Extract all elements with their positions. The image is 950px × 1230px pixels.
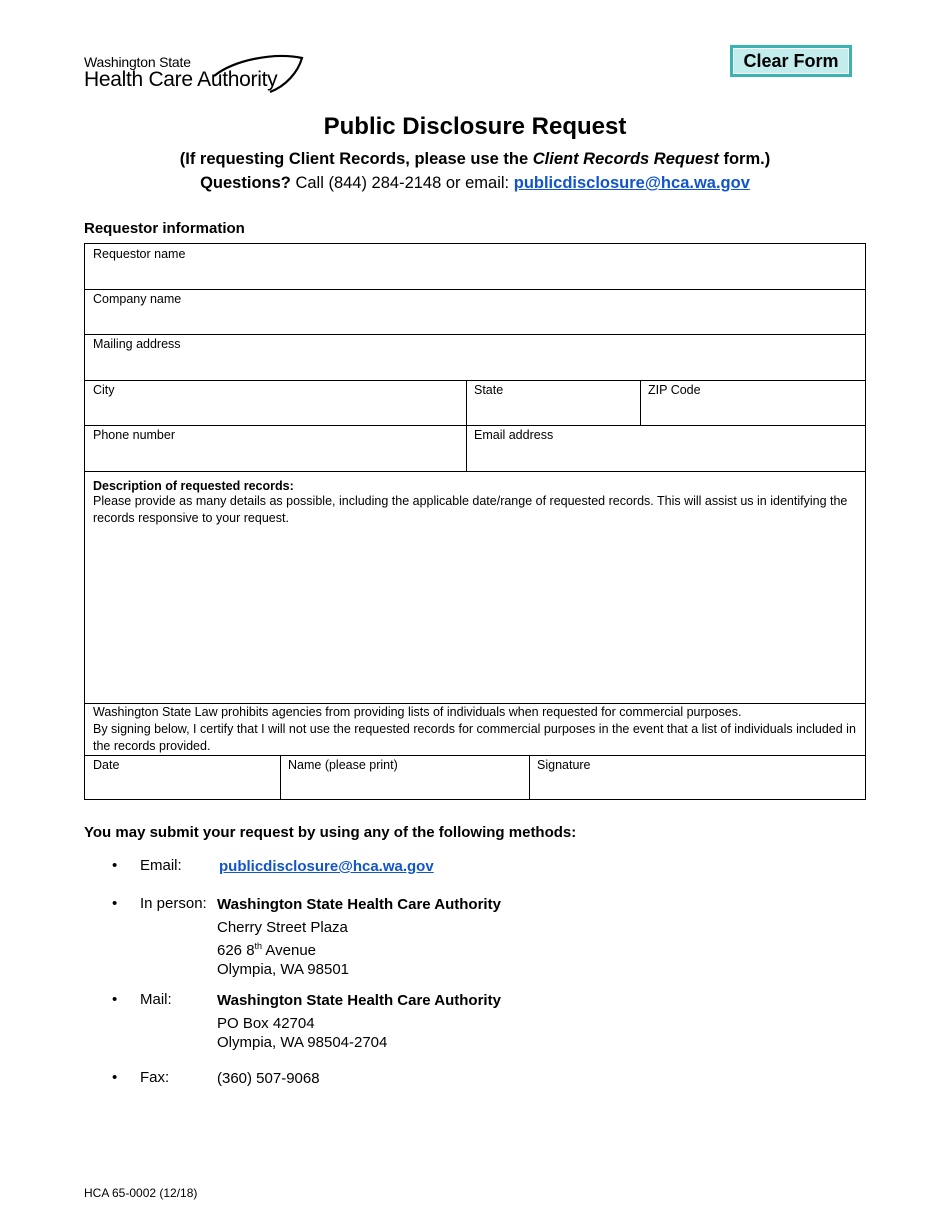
fax-method-label: Fax: xyxy=(140,1069,170,1086)
submit-methods-heading: You may submit your request by using any of the following methods: xyxy=(84,824,577,841)
name-print-field[interactable] xyxy=(280,755,529,800)
logo-swoosh-icon xyxy=(214,52,304,96)
inperson-method-label: In person: xyxy=(140,895,207,912)
page-title: Public Disclosure Request xyxy=(323,113,627,140)
mail-method-label: Mail: xyxy=(140,991,172,1008)
signature-label: Signature xyxy=(537,758,591,772)
email-method-label: Email: xyxy=(140,857,182,874)
logo-line1: Washington State xyxy=(84,54,191,70)
name-print-label: Name (please print) xyxy=(288,758,398,772)
mailing-address-label: Mailing address xyxy=(93,337,181,351)
phone-field[interactable] xyxy=(85,425,466,471)
law-line-1: Washington State Law prohibits agencies from providing lists of individuals when requested for commercial purposes. xyxy=(93,705,742,719)
mail-org: Washington State Health Care Authority xyxy=(217,992,501,1009)
email-field[interactable] xyxy=(466,425,865,471)
city-field[interactable] xyxy=(85,380,466,425)
logo-line3: Authority xyxy=(197,68,278,91)
requestor-name-label: Requestor name xyxy=(93,247,186,261)
commercial-use-statement xyxy=(85,703,865,755)
company-name-field[interactable] xyxy=(85,289,865,334)
inperson-address: Cherry Street Plaza 626 8th Avenue Olympia, WA 98501 xyxy=(217,919,350,978)
questions-email-link[interactable]: publicdisclosure@hca.wa.gov xyxy=(513,174,750,192)
hca-logo xyxy=(84,52,314,100)
mail-address: PO Box 42704 Olympia, WA 98504-2704 xyxy=(217,1015,388,1051)
clear-form-button[interactable]: Clear Form xyxy=(730,45,852,77)
state-field[interactable] xyxy=(466,380,640,425)
bullet-icon: • xyxy=(112,1069,118,1086)
description-field[interactable] xyxy=(85,471,865,703)
email-label: Email address xyxy=(474,428,554,442)
inperson-org: Washington State Health Care Authority xyxy=(217,896,501,913)
date-label: Date xyxy=(93,758,120,772)
company-name-label: Company name xyxy=(93,292,182,306)
description-title: Description of requested records: xyxy=(93,479,294,493)
requestor-form xyxy=(84,243,866,800)
subtitle: (If requesting Client Records, please use the Client Records Request form.) xyxy=(179,150,771,168)
zip-field[interactable] xyxy=(640,380,865,425)
logo-line2: Health Care Authority xyxy=(84,68,278,91)
questions-line: Questions? Call (844) 284-2148 or email: publicdisclosure@hca.wa.gov xyxy=(200,174,750,192)
bullet-icon: • xyxy=(112,857,118,874)
phone-label: Phone number xyxy=(93,428,176,442)
mailing-address-field[interactable] xyxy=(85,334,865,380)
form-number: HCA 65-0002 (12/18) xyxy=(84,1186,198,1200)
submit-email-link[interactable]: publicdisclosure@hca.wa.gov xyxy=(219,858,434,875)
date-field[interactable] xyxy=(85,755,280,800)
law-line-2: By signing below, I certify that I will not use the requested records for commercial purposes in the event that a list of individuals included in the records provided. xyxy=(93,722,856,753)
bullet-icon: • xyxy=(112,895,118,912)
bullet-icon: • xyxy=(112,991,118,1008)
state-label: State xyxy=(474,383,504,397)
zip-label: ZIP Code xyxy=(648,383,701,397)
city-label: City xyxy=(93,383,115,397)
client-records-form-name: Client Records Request xyxy=(532,150,719,168)
requestor-name-field[interactable] xyxy=(85,244,865,289)
description-text: Please provide as many details as possible, including the applicable date/range of requested records. This will assist us in identifying the records responsive to your request. xyxy=(93,494,848,525)
requestor-section-heading: Requestor information xyxy=(84,220,245,237)
fax-number: (360) 507-9068 xyxy=(217,1070,320,1087)
signature-field[interactable] xyxy=(529,755,865,800)
